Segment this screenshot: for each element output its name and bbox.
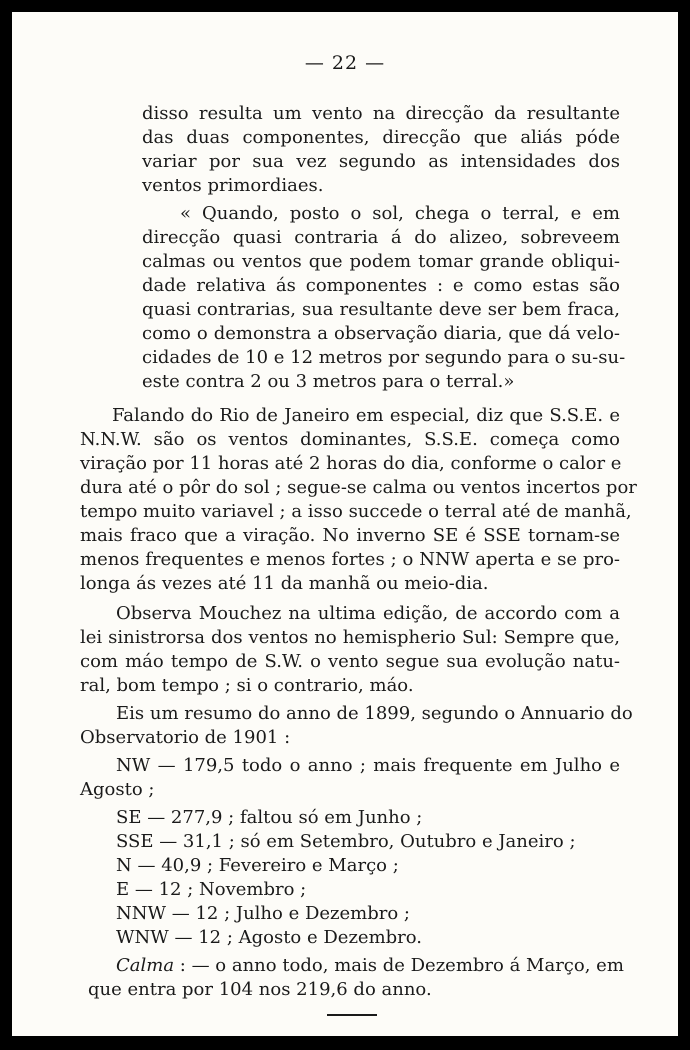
calma-line	[116, 954, 624, 978]
body-line: Observatorio de 1901 :	[80, 727, 291, 748]
quote-line: calmas ou ventos que podem tomar grande obliqui-	[142, 251, 620, 272]
body-line: viração por 11 horas até 2 horas do dia, conforme o calor e	[80, 453, 622, 474]
body-line: lei sinistrorsa dos ventos no hemispherio Sul: Sempre que,	[80, 627, 620, 648]
wind-list-item: WNW — 12 ; Agosto e Dezembro.	[116, 927, 423, 948]
body-line: ral, bom tempo ; si o contrario, máo.	[80, 675, 414, 696]
wind-list-item: E — 12 ; Novembro ;	[116, 879, 307, 900]
calma-text: : — o anno todo, mais de Dezembro á Março, em	[174, 955, 624, 976]
quote-line: disso resulta um vento na direcção da resultante	[142, 103, 620, 124]
quote-line: ventos primordiaes.	[142, 175, 324, 196]
wind-list-item: Agosto ;	[80, 779, 155, 800]
body-line: mais fraco que a viração. No inverno SE é SSE tornam-se	[80, 525, 620, 546]
body-line: N.N.W. são os ventos dominantes, S.S.E. começa como	[80, 429, 620, 450]
body-line: Falando do Rio de Janeiro em especial, diz que S.S.E. e	[112, 405, 620, 426]
body-line: Eis um resumo do anno de 1899, segundo o Annuario do	[116, 703, 633, 724]
quote-line: cidades de 10 e 12 metros por segundo para o su-su-	[142, 347, 626, 368]
wind-list-item: NW — 179,5 todo o anno ; mais frequente em Julho e	[116, 755, 620, 776]
wind-list-item: N — 40,9 ; Fevereiro e Março ;	[116, 855, 399, 876]
wind-list-item: SE — 277,9 ; faltou só em Junho ;	[116, 807, 423, 828]
body-line: Observa Mouchez na ultima edição, de accordo com a	[116, 603, 620, 624]
document-page	[12, 12, 678, 1036]
quote-line: como o demonstra a observação diaria, que dá velo-	[142, 323, 620, 344]
body-line: dura até o pôr do sol ; segue-se calma ou ventos incertos por	[80, 477, 637, 498]
quote-line: das duas componentes, direcção que aliás póde	[142, 127, 620, 148]
wind-list-item: SSE — 31,1 ; só em Setembro, Outubro e Janeiro ;	[116, 831, 576, 852]
body-line: menos frequentes e menos fortes ; o NNW aperta e se pro-	[80, 549, 620, 570]
body-line: tempo muito variavel ; a isso succede o terral até de manhã,	[80, 501, 632, 522]
end-rule	[327, 1014, 377, 1016]
quote-line: este contra 2 ou 3 metros para o terral.»	[142, 371, 515, 392]
quote-line: variar por sua vez segundo as intensidades dos	[142, 151, 620, 172]
body-line: com máo tempo de S.W. o vento segue sua evolução natu-	[80, 651, 620, 672]
body-line: longa ás vezes até 11 da manhã ou meio-dia.	[80, 573, 489, 594]
quote-line: quasi contrarias, sua resultante deve ser bem fraca,	[142, 299, 620, 320]
page-number: — 22 —	[304, 52, 386, 74]
quote-line: dade relativa ás componentes : e como estas são	[142, 275, 620, 296]
wind-list-item: NNW — 12 ; Julho e Dezembro ;	[116, 903, 410, 924]
quote-line: direcção quasi contraria á do alizeo, sobreveem	[142, 227, 620, 248]
calma-label: Calma	[116, 955, 175, 976]
quote-line: « Quando, posto o sol, chega o terral, e em	[180, 203, 620, 224]
calma-line-2: que entra por 104 nos 219,6 do anno.	[88, 979, 432, 1000]
